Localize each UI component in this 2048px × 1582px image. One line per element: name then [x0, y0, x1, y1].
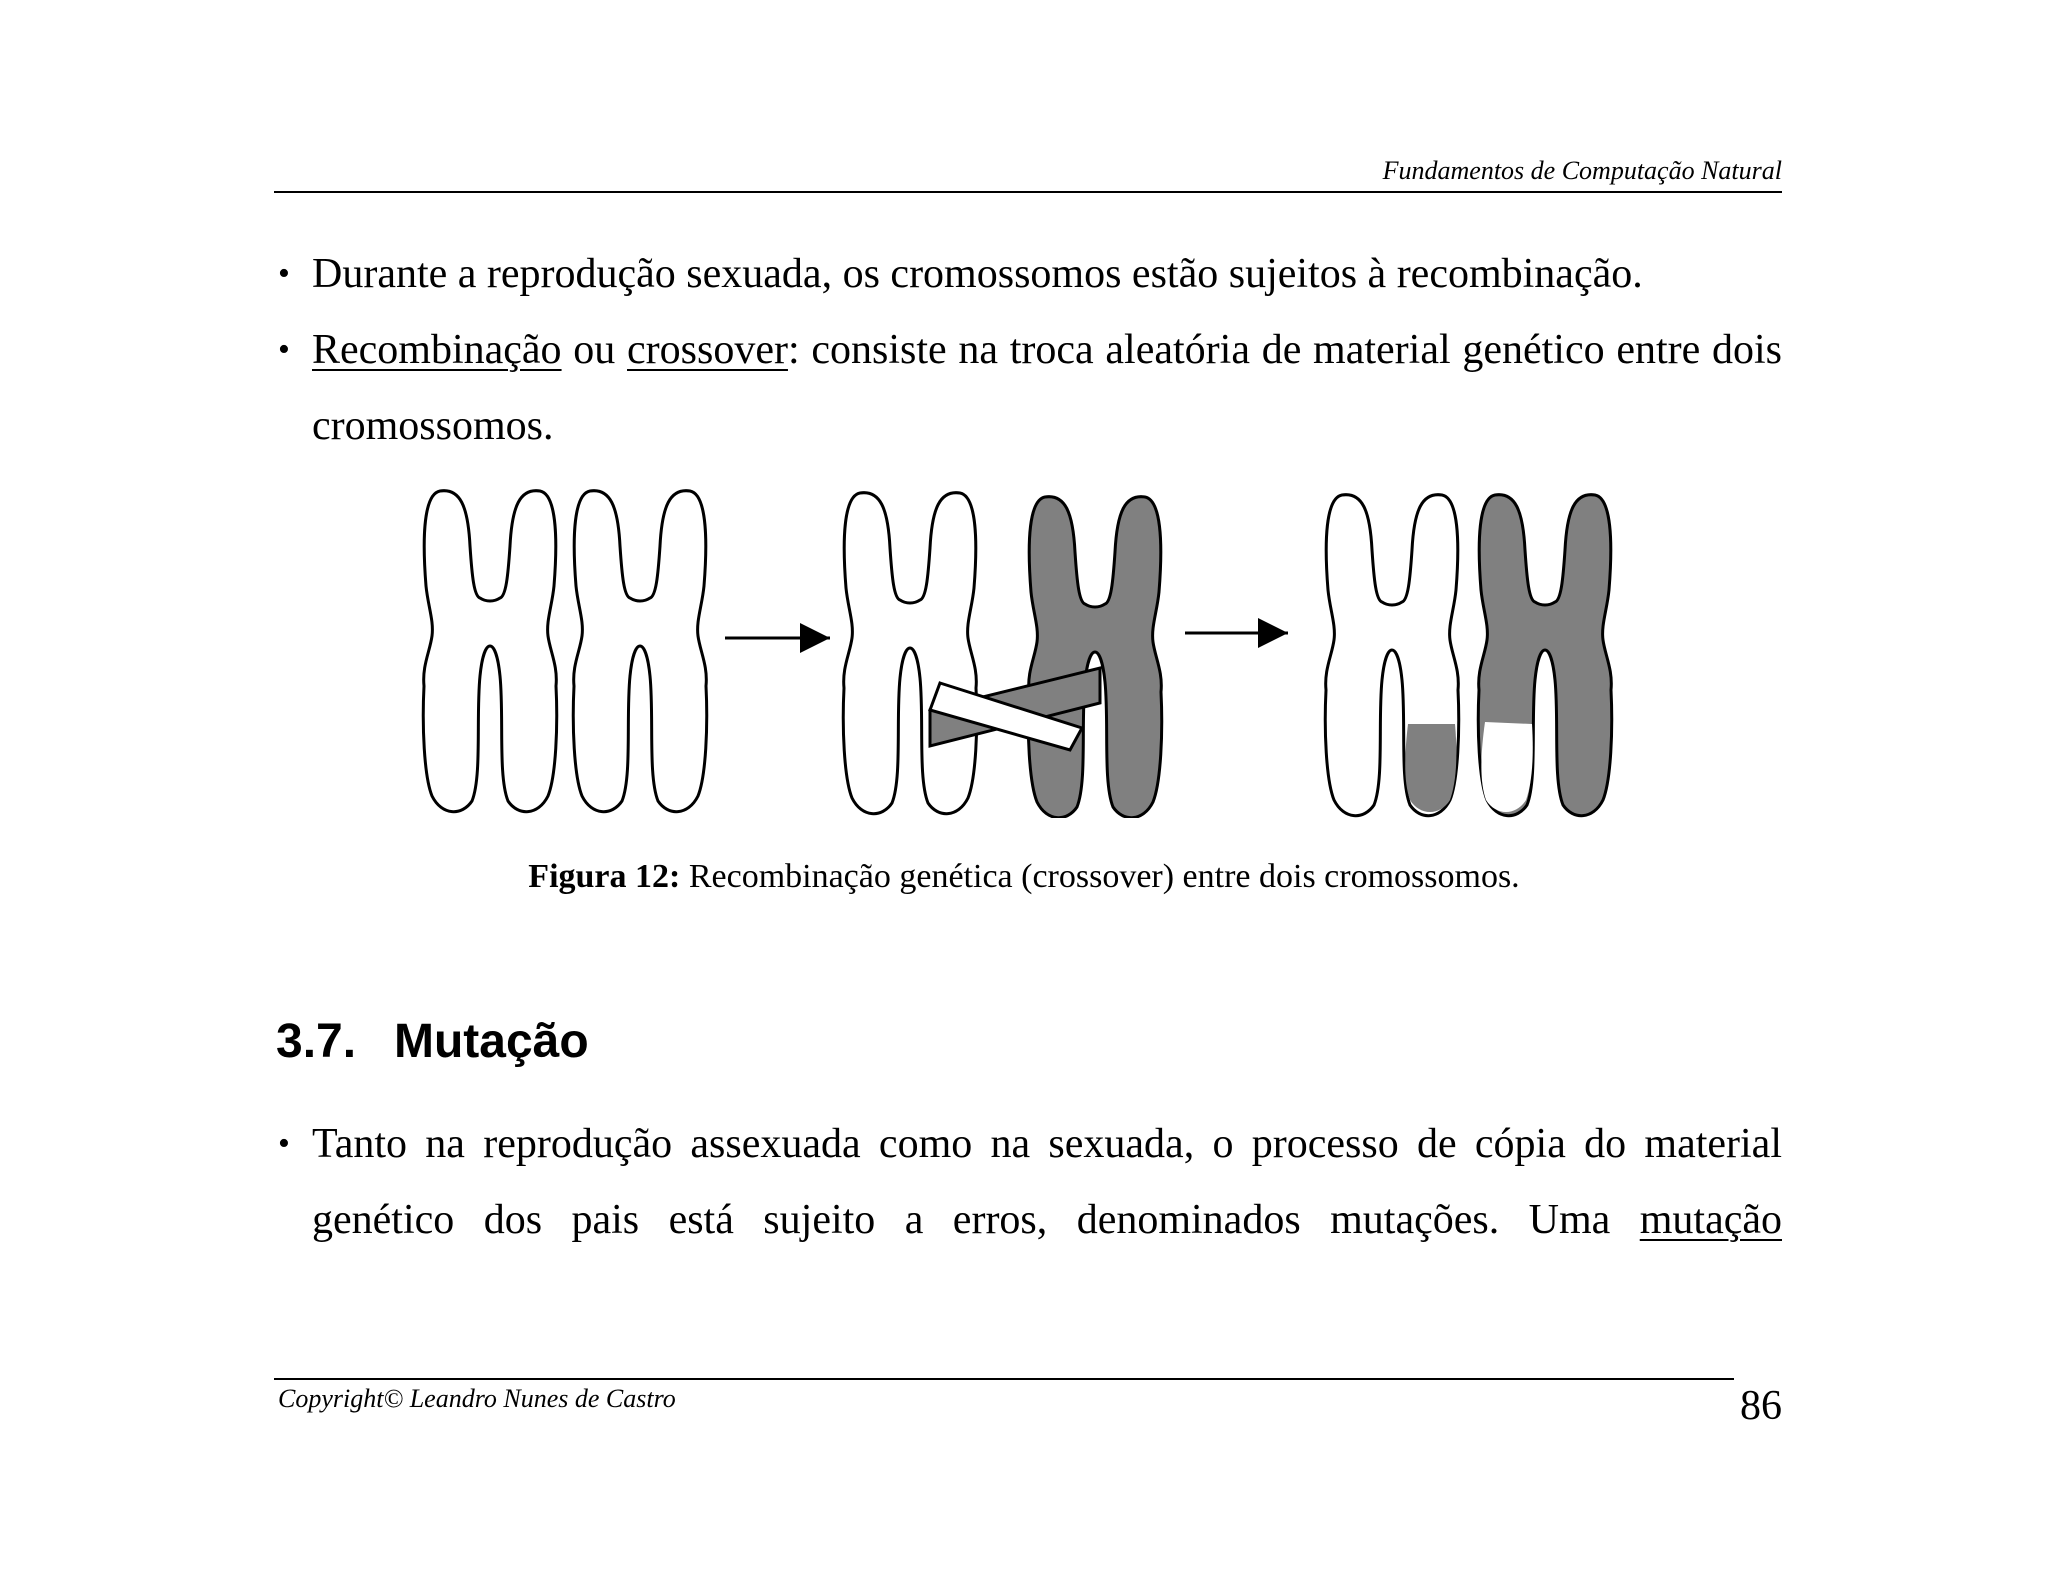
bullet-icon: •: [278, 1125, 290, 1162]
recombined-segment-white: [1481, 722, 1532, 812]
chromosome-white-2: [573, 491, 706, 812]
term-recombinacao: Recombinação: [312, 327, 562, 373]
bullet-reproducao: [274, 236, 1782, 312]
bullet-icon: •: [278, 255, 290, 292]
caption-text: Recombinação genética (crossover) entre dois cromossomos.: [680, 858, 1520, 895]
section-title: Mutação: [394, 1015, 589, 1068]
line2-text: genético dos pais está sujeito a erros, denominados mutações. Uma: [312, 1197, 1640, 1243]
figure-caption: [0, 858, 2048, 896]
term-crossover: crossover: [627, 327, 788, 373]
bullet-text-line1: Tanto na reprodução assexuada como na sexuada, o processo de cópia do material: [312, 1121, 1782, 1167]
recombined-segment-gray: [1405, 724, 1456, 812]
header-rule: [274, 191, 1782, 193]
crossover-figure: [410, 478, 1640, 818]
term-mutacao: mutação: [1639, 1197, 1782, 1243]
bullet-icon: •: [278, 331, 290, 368]
bullet-text-line2: [312, 1182, 1782, 1258]
footer-rule: [274, 1378, 1734, 1380]
bullet-text: Durante a reprodução sexuada, os cromossomos estão sujeitos à recombinação.: [312, 251, 1643, 297]
chromosome-gray-crossing: [1028, 497, 1161, 818]
bullet-recombinacao: [274, 312, 1782, 464]
bullet-mutacao: [274, 1106, 1782, 1258]
section-number: 3.7.: [276, 1015, 357, 1068]
page-number: 86: [1740, 1383, 1782, 1429]
caption-label: Figura 12:: [528, 858, 681, 895]
section-heading: [276, 1014, 589, 1069]
footer-copyright: Copyright© Leandro Nunes de Castro: [278, 1384, 676, 1413]
connector-text: ou: [561, 327, 628, 373]
definition-text: : consiste na troca aleatória de material genético entre dois cromossomos.: [312, 327, 1783, 449]
bullet-text: [312, 312, 1782, 464]
running-header: Fundamentos de Computação Natural: [1382, 156, 1782, 185]
chromosome-white-crossing: [843, 493, 976, 814]
chromosome-white-1: [423, 491, 556, 812]
